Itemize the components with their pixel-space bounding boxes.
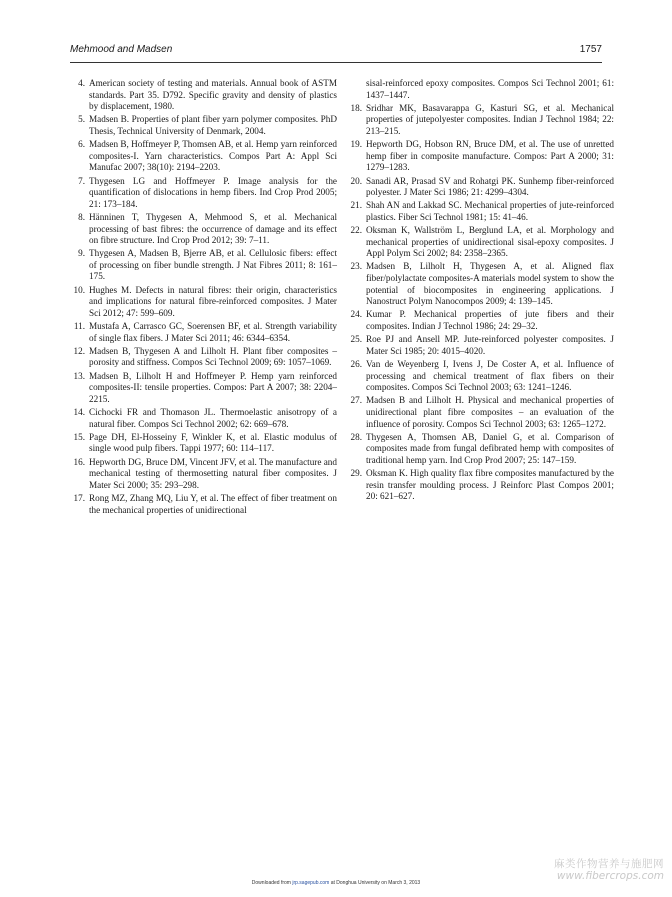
reference-text: Sanadi AR, Prasad SV and Rohatgi PK. Sunhemp fiber-reinforced polyester. J Mater Sci 1986; 21: 4299–4304. — [366, 175, 614, 198]
reference-text: Hepworth DG, Hobson RN, Bruce DM, et al. The use of unretted hemp fiber in composite manufacture. Compos: Part A 2000; 31: 1279–1283. — [366, 139, 614, 173]
reference-number: 25. — [350, 334, 362, 345]
reference-text: Van de Weyenberg I, Ivens J, De Coster A, et al. Influence of processing and chemical treatment of flax fibers on their composites. Compos Sci Technol 2003; 63: 1241–1246. — [366, 359, 614, 393]
reference-text: Roe PJ and Ansell MP. Jute-reinforced polyester composites. J Mater Sci 1985; 20: 4015–4020. — [366, 334, 614, 356]
reference-text: Thygesen A, Thomsen AB, Daniel G, et al. Comparison of composites made from fungal defibrated hemp with composites of traditional hemp yarn. Ind Crop Prod 2007; 25: 147–159. — [366, 431, 614, 465]
reference-item — [70, 457, 337, 492]
reference-text: Madsen B. Properties of plant fiber yarn polymer composites. PhD Thesis, Technical University of Denmark, 2004. — [89, 114, 337, 136]
reference-number: 14. — [73, 406, 85, 417]
reference-number: 11. — [73, 321, 85, 332]
reference-number: 22. — [350, 225, 362, 236]
reference-item — [70, 176, 337, 211]
reference-text: Mustafa A, Carrasco GC, Soerensen BF, et al. Strength variability of single flax fibers. J Mater Sci 2011; 46: 6344–6354. — [89, 321, 337, 343]
reference-text: Thygesen A, Madsen B, Bjerre AB, et al. Cellulosic fibers: effect of processing on fiber bundle strength. J Nat Fibres 2011; 8: 161–175. — [89, 248, 337, 282]
reference-number: 4. — [78, 78, 85, 88]
reference-number: 18. — [350, 102, 362, 113]
reference-item — [70, 432, 337, 455]
header-rule — [70, 62, 602, 63]
reference-text: sisal-reinforced epoxy composites. Compos Sci Technol 2001; 61: 1437–1447. — [366, 78, 614, 100]
reference-number: 28. — [350, 431, 362, 442]
reference-text: Madsen B and Lilholt H. Physical and mechanical properties of unidirectional plant fibre composites – an evaluation of the influence of porosity. Compos Sci Technol 2003; 63: 1265–1272. — [366, 395, 614, 429]
reference-number: 23. — [350, 261, 362, 272]
reference-item — [347, 309, 614, 332]
watermark-chinese: 麻类作物营养与施肥网 — [554, 858, 664, 870]
reference-text: Sridhar MK, Basavarappa G, Kasturi SG, et al. Mechanical properties of jutepolyester composites. Indian J Technol 1984; 22: 213–215. — [366, 102, 614, 136]
reference-item — [70, 285, 337, 320]
reference-number: 7. — [78, 175, 85, 186]
reference-text: Madsen B, Lilholt H and Hoffmeyer P. Hemp yarn reinforced composites-II: tensile properties. Compos: Part A 2007; 38: 2204–2215. — [89, 370, 337, 404]
reference-text: Rong MZ, Zhang MQ, Liu Y, et al. The effect of fiber treatment on the mechanical properties of unidirectional — [89, 492, 337, 515]
reference-text: Oksman K, Wallström L, Berglund LA, et al. Morphology and mechanical properties of unidirectional sisal-epoxy composites. J Appl Polym Sci 2002; 84: 2358–2365. — [366, 225, 614, 259]
watermark — [554, 858, 664, 882]
reference-number: 19. — [350, 139, 362, 150]
reference-text: Oksman K. High quality flax fibre composites manufactured by the resin transfer moulding process. J Reinforc Plast Compos 2001; 20: 621–627. — [366, 468, 614, 502]
reference-number: 9. — [78, 248, 85, 259]
reference-text: Hepworth DG, Bruce DM, Vincent JFV, et al. The manufacture and mechanical testing of thermosetting natural fiber composites. J Mater Sci 2000; 35: 293–298. — [89, 456, 337, 490]
watermark-url: www.fibercrops.com — [556, 870, 664, 882]
reference-number: 6. — [78, 139, 85, 150]
reference-text: Hughes M. Defects in natural fibres: their origin, characteristics and implications for natural fibre-reinforced composites. J Mater Sci 2012; 47: 599–609. — [89, 284, 337, 318]
reference-number: 13. — [73, 370, 85, 381]
page-number: 1757 — [579, 44, 602, 55]
reference-number: 24. — [350, 309, 362, 320]
reference-number: 21. — [350, 200, 362, 211]
reference-item — [70, 321, 337, 344]
reference-text: Cichocki FR and Thomason JL. Thermoelastic anisotropy of a natural fiber. Compos Sci Technol 2002; 62: 669–678. — [89, 406, 337, 429]
reference-item — [347, 139, 614, 174]
reference-item — [347, 359, 614, 394]
reference-number: 12. — [73, 345, 85, 356]
reference-number: 16. — [73, 456, 85, 467]
reference-item — [347, 468, 614, 503]
reference-item — [347, 432, 614, 467]
reference-item — [347, 200, 614, 223]
reference-text: Madsen B, Lilholt H, Thygesen A, et al. Aligned flax fiber/polylactate composites-A materials model system to show the potential of biocomposites in engineering applications. J Nanostruct Polym Nanocompos 2009; 4: 139–145. — [366, 261, 614, 307]
reference-text: Kumar P. Mechanical properties of jute fibers and their composites. Indian J Technol 1986; 24: 29–32. — [366, 309, 614, 332]
reference-item — [70, 212, 337, 247]
references-column-right — [347, 78, 614, 505]
footer-prefix: Downloaded from — [251, 880, 291, 886]
reference-text: Shah AN and Lakkad SC. Mechanical properties of jute-reinforced plastics. Fiber Sci Technol 1981; 15: 41–46. — [366, 200, 614, 222]
reference-item — [347, 176, 614, 199]
references-column-left — [70, 78, 337, 518]
reference-item — [70, 78, 337, 113]
reference-number: 27. — [350, 395, 362, 406]
reference-number: 5. — [78, 114, 85, 125]
reference-item — [347, 78, 614, 101]
reference-item — [347, 103, 614, 138]
reference-item — [347, 261, 614, 307]
reference-number: 17. — [73, 492, 85, 503]
reference-number: 20. — [350, 175, 362, 186]
reference-item — [347, 334, 614, 357]
reference-text: Madsen B, Hoffmeyer P, Thomsen AB, et al. Hemp yarn reinforced composites-I. Yarn characteristics. Compos Part A: Appl Sci Manufac 2007; 38(10): 2194–2203. — [89, 139, 337, 173]
footer-suffix: at Donghua University on March 3, 2013 — [330, 880, 421, 886]
reference-number: 26. — [350, 359, 362, 369]
reference-item — [347, 395, 614, 430]
reference-text: Hänninen T, Thygesen A, Mehmood S, et al. Mechanical processing of bast fibres: the occurrence of damage and its effect on fibre structure. Ind Crop Prod 2012; 39: 7–11. — [89, 211, 337, 246]
footer-link[interactable]: jrp.sagepub.com — [292, 880, 330, 886]
reference-item — [70, 114, 337, 137]
running-head — [70, 44, 602, 60]
reference-item — [347, 225, 614, 260]
reference-number: 8. — [78, 211, 85, 222]
reference-item — [70, 371, 337, 406]
running-head-authors: Mehmood and Madsen — [70, 44, 173, 55]
reference-text: Page DH, El-Hosseiny F, Winkler K, et al. Elastic modulus of single wood pulp fibers. Tappi 1977; 60: 114–117. — [89, 431, 337, 454]
reference-number: 29. — [350, 468, 362, 479]
reference-item — [70, 407, 337, 430]
reference-number: 15. — [73, 431, 85, 442]
reference-item — [70, 248, 337, 283]
reference-item — [70, 346, 337, 369]
reference-item — [70, 493, 337, 516]
reference-text: American society of testing and materials. Annual book of ASTM standards. Part 35. D792. Specific gravity and density of plastics by displacement, 1980. — [89, 78, 337, 112]
reference-item — [70, 139, 337, 174]
reference-text: Thygesen LG and Hoffmeyer P. Image analysis for the quantification of dislocations in hemp fibers. Ind Crop Prod 2005; 21: 173–184. — [89, 175, 337, 209]
reference-text: Madsen B, Thygesen A and Lilholt H. Plant fiber composites – porosity and stiffness. Compos Sci Technol 2009; 69: 1057–1069. — [89, 345, 337, 368]
reference-number: 10. — [73, 284, 85, 295]
